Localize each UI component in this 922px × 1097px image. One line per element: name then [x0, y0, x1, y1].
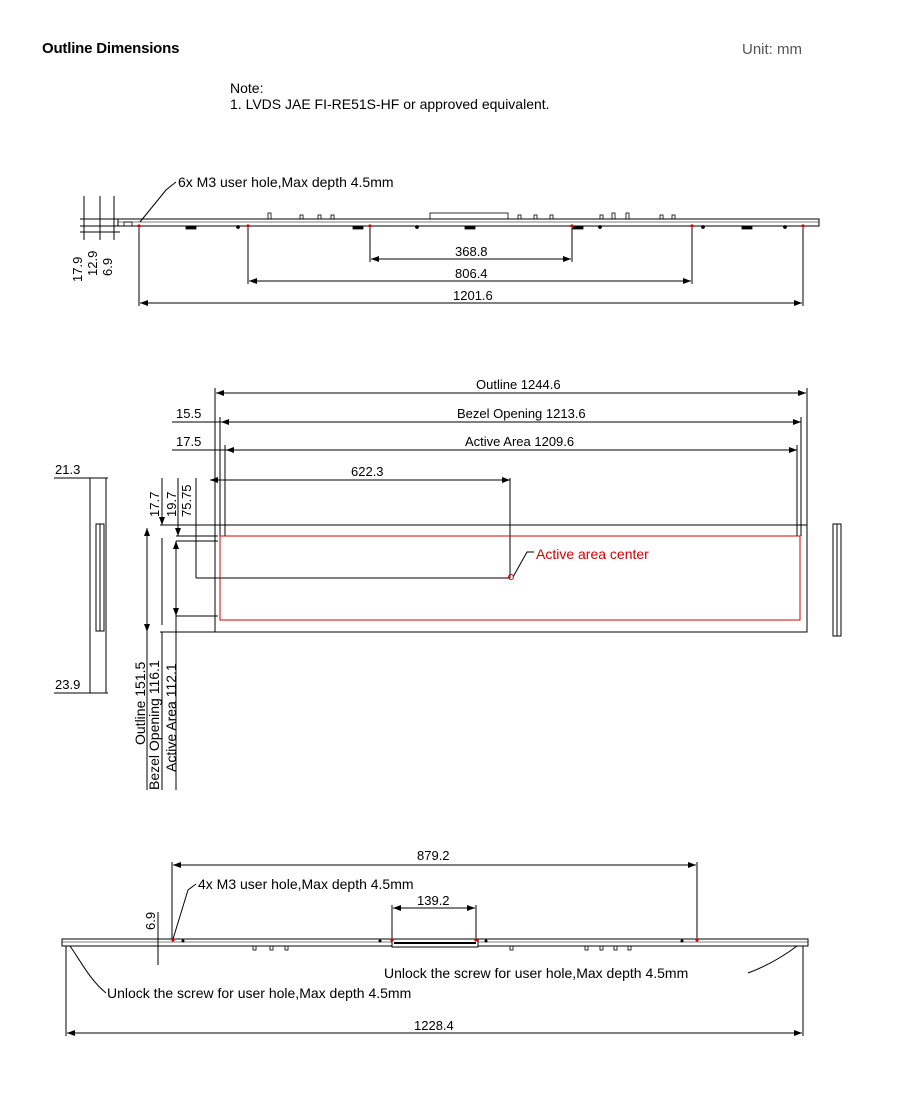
active-center-label: Active area center [536, 546, 649, 562]
vdim-7575: 75.75 [179, 484, 194, 517]
active-width-label: Active Area 1209.6 [465, 434, 575, 449]
top-hole-label: 6x M3 user hole,Max depth 4.5mm [178, 174, 394, 190]
outline-width-label: Outline 1244.6 [476, 377, 561, 392]
bottom-vdim-69: 6.9 [143, 911, 158, 930]
vdim-outline: Outline 151.5 [132, 661, 148, 745]
left-offset-155: 15.5 [176, 406, 202, 421]
bottom-dim-8792: 879.2 [417, 848, 450, 863]
top-panel-body [118, 219, 819, 226]
page-title: Outline Dimensions [42, 40, 180, 57]
bottom-hole-label: 4x M3 user hole,Max depth 4.5mm [198, 876, 414, 892]
top-dim-1201: 1201.6 [453, 288, 493, 303]
top-vdim-129: 12.9 [85, 250, 100, 276]
unit-label: Unit: mm [742, 41, 802, 58]
top-view [80, 182, 819, 306]
center-x-label: 622.3 [351, 464, 384, 479]
vdim-active: Active Area 112.1 [163, 663, 179, 772]
vdim-bezel: Bezel Opening 116.1 [146, 660, 162, 790]
vdim-197: 19.7 [164, 491, 179, 517]
bottom-dim-1392: 139.2 [417, 893, 450, 908]
top-vdim-69: 6.9 [100, 257, 115, 276]
side-dim-213: 21.3 [55, 462, 81, 477]
top-dim-806: 806.4 [455, 266, 488, 281]
bottom-view [62, 862, 808, 1036]
note-heading: Note: [230, 80, 264, 96]
note-line: 1. LVDS JAE FI-RE51S-HF or approved equivalent. [230, 96, 550, 112]
top-vdim-179: 17.9 [70, 256, 85, 282]
bottom-dim-12284: 1228.4 [414, 1018, 454, 1033]
top-dim-368: 368.8 [455, 244, 488, 259]
unlock-left-label: Unlock the screw for user hole,Max depth 4.5mm [107, 985, 412, 1001]
side-dim-239: 23.9 [55, 677, 81, 692]
bezel-width-label: Bezel Opening 1213.6 [457, 406, 586, 421]
active-area-center-marker [509, 575, 514, 580]
left-offset-175: 17.5 [176, 434, 202, 449]
vdim-177: 17.7 [147, 491, 162, 517]
unlock-right-label: Unlock the screw for user hole,Max depth 4.5mm [384, 965, 689, 981]
